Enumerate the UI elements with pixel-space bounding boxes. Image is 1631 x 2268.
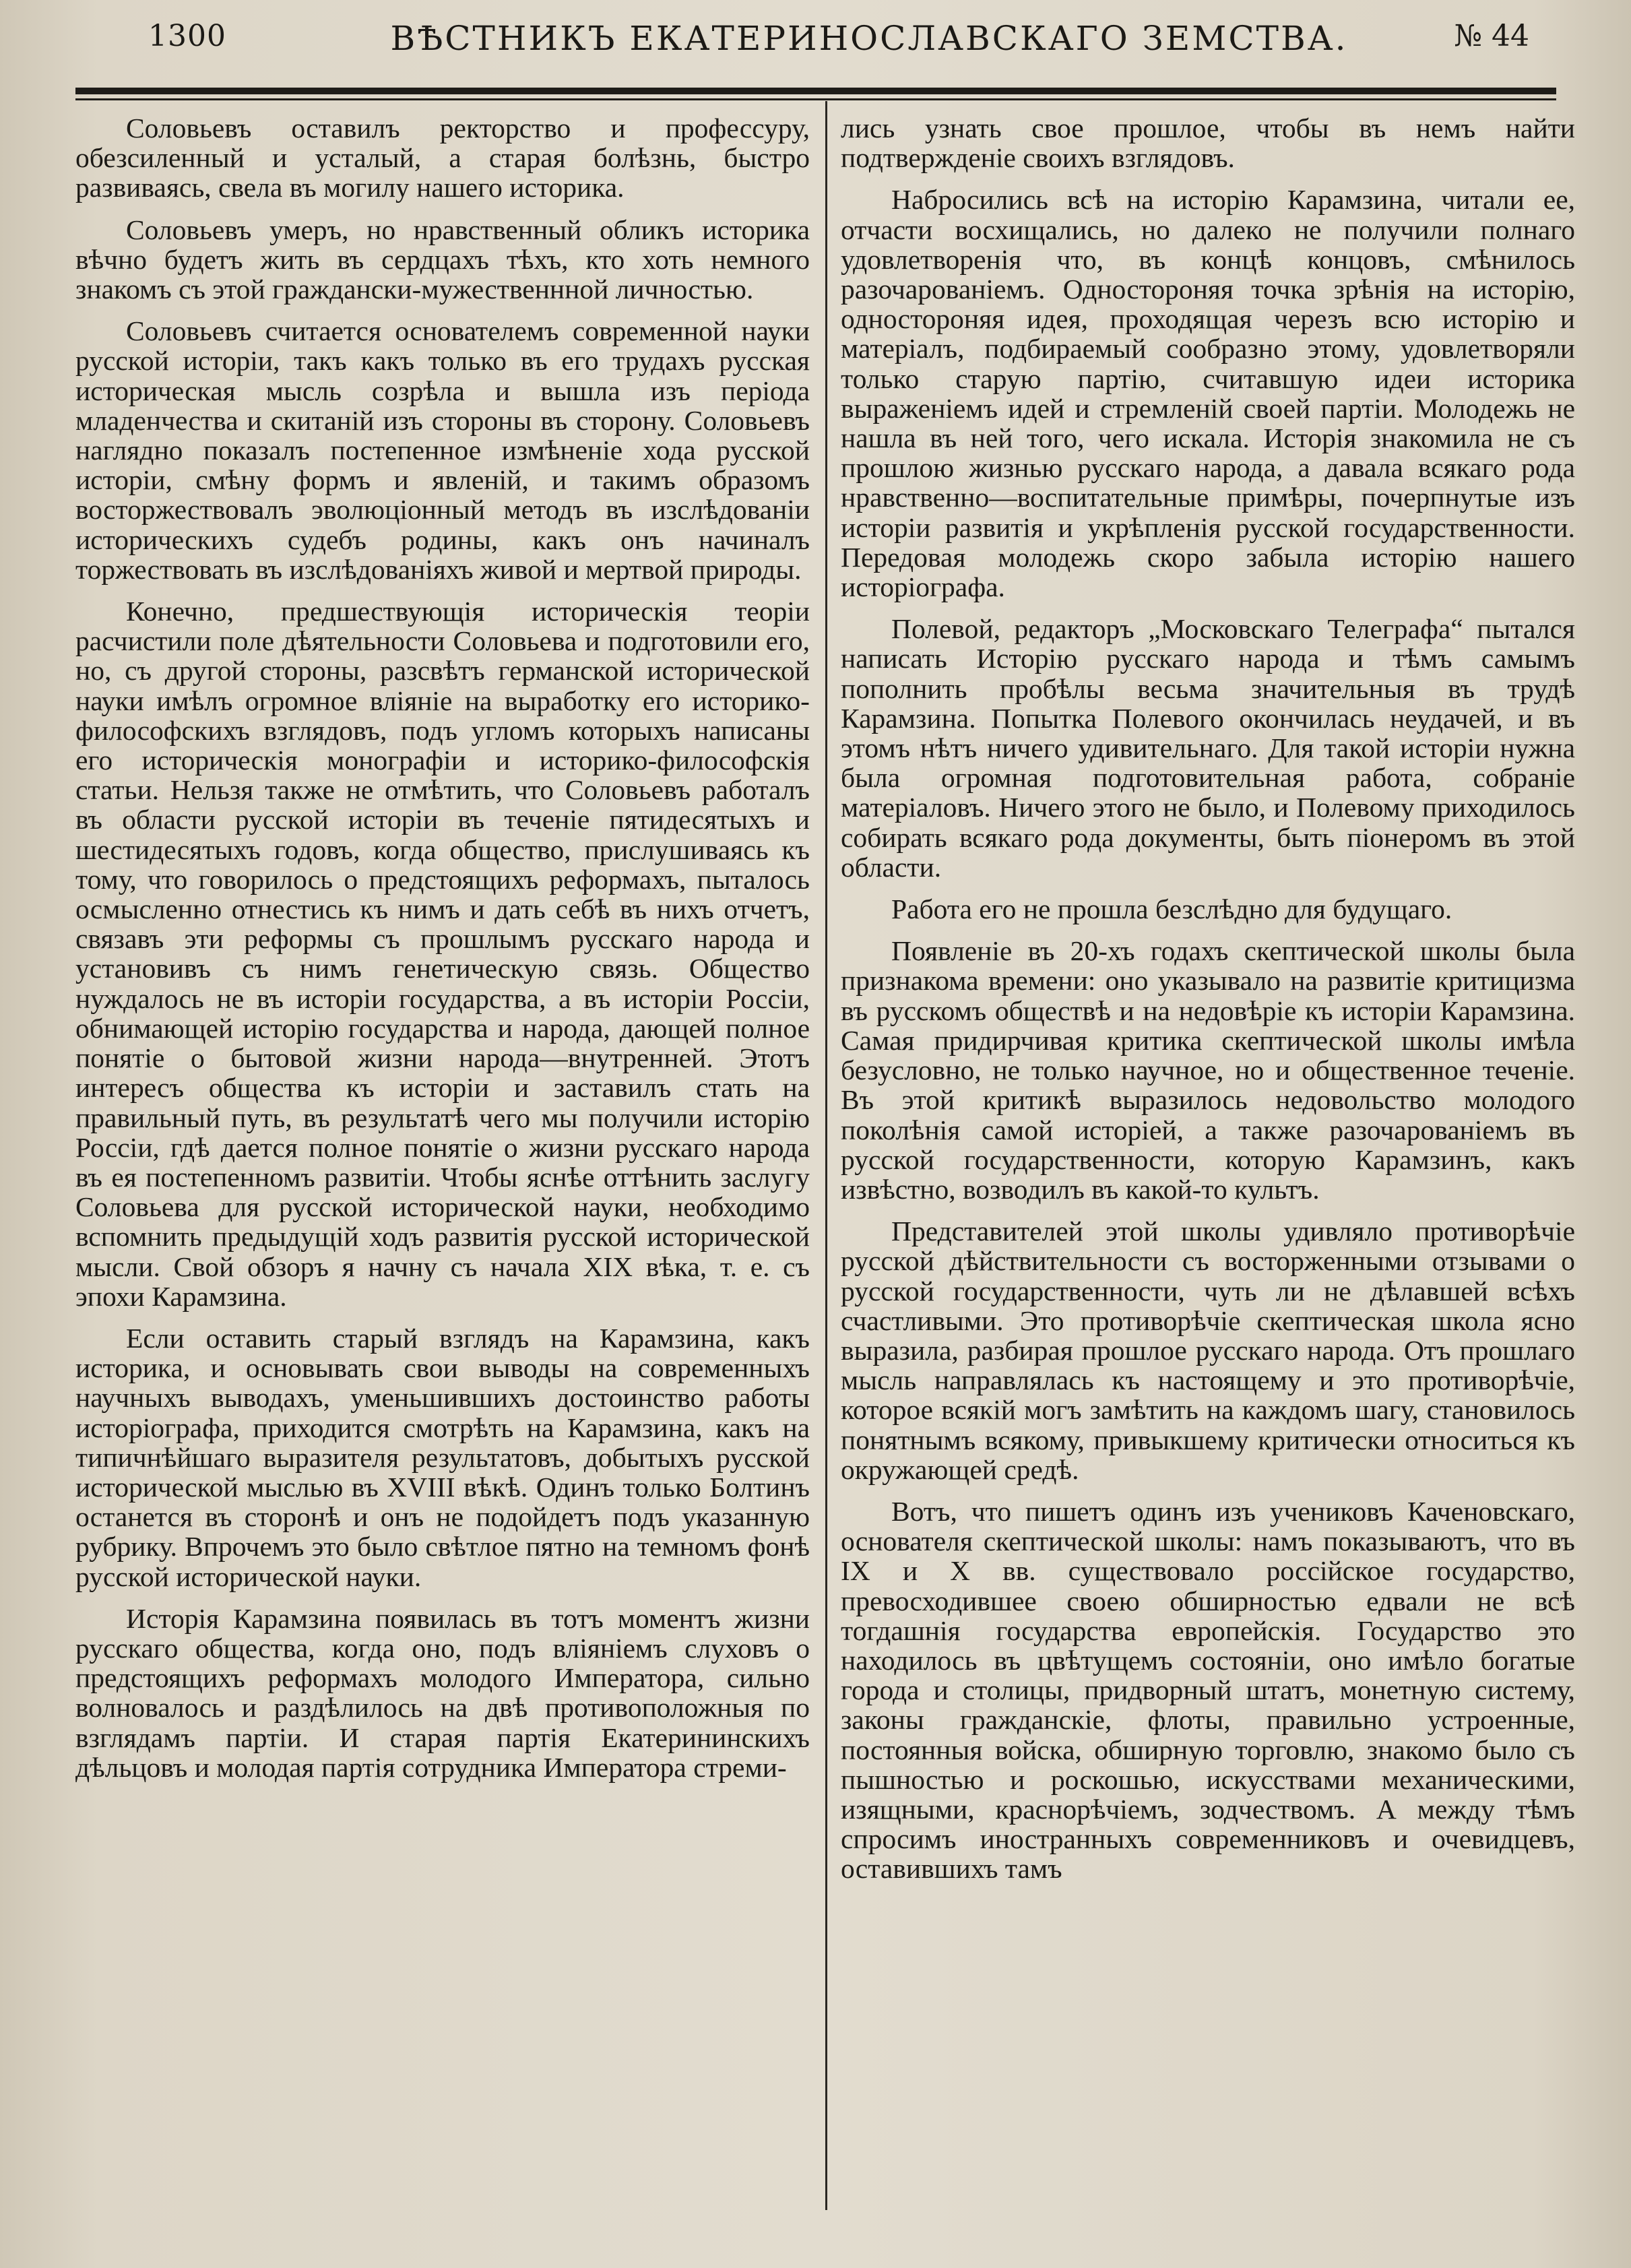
issue-number: № 44 — [1454, 19, 1529, 53]
paragraph: Соловьевъ считается основателемъ современной науки русской исторіи, такъ какъ только въ его трудахъ русская историческая мысль созрѣла и вышла изъ періода младенчества и скитаній изъ стороны въ сторону. Соловьевъ наглядно показалъ постепенное измѣненіе хода русской исторіи, смѣну формъ и явленій, и такимъ образомъ восторжествовалъ эволюціонный методъ въ изслѣдованіи историческихъ судебъ родины, какъ онъ начиналъ торжествовать въ изслѣдованіяхъ живой и мертвой природы. — [75, 315, 810, 585]
paragraph: Полевой, редакторъ „Московскаго Телеграфа“ пытался написать Исторію русскаго народа и тѣмъ самымъ пополнить пробѣлы весьма значительныя въ трудѣ Карамзина. Попытка Полевого окончилась неудачей, и въ этомъ нѣтъ ничего удивительнаго. Для такой исторіи нужна была огромная подготовительная работа, собраніе матеріаловъ. Ничего этого не было, и Полевому приходилось собирать всякаго рода документы, быть піонеромъ въ этой области. — [841, 613, 1575, 883]
right-column — [841, 113, 1575, 1896]
journal-title: ВѢСТНИКЪ ЕКАТЕРИНОСЛАВСКАГО ЗЕМСТВА. — [390, 19, 1348, 58]
paragraph-continued: лись узнать свое прошлое, чтобы въ немъ найти подтвержденіе своихъ взглядовъ. — [841, 113, 1575, 174]
page-header — [74, 19, 1529, 80]
left-column — [75, 113, 810, 1794]
paragraph: Соловьевъ умеръ, но нравственный обликъ историка вѣчно будетъ жить въ сердцахъ тѣхъ, кто хоть немного знакомъ съ этой граждански-мужественнной личностью. — [75, 214, 810, 305]
column-divider — [825, 101, 827, 2210]
header-rule-thin — [75, 98, 1556, 100]
paragraph: Появленіе въ 20-хъ годахъ скептической школы была признакома времени: оно указывало на развитіе критицизма въ русскомъ обществѣ и на недовѣріе къ исторіи Карамзина. Самая придирчивая критика скептической школы имѣла безусловно, не только научное, но и общественное теченіе. Въ этой критикѣ выразилось недовольство молодого поколѣнія самой исторіей, а также разочарованіемъ въ русской государственности, которую Карамзинъ, какъ извѣстно, возводилъ въ какой-то культъ. — [841, 935, 1575, 1205]
paragraph: Набросились всѣ на исторію Карамзина, читали ее, отчасти восхищались, но далеко не получили полнаго удовлетворенія что, въ концѣ концовъ, смѣнилось разочарованіемъ. Одностороняя точка зрѣнія на исторію, одностороняя идея, проходящая черезъ всю исторію и матеріалъ, подбираемый сообразно этому, удовлетворяли только старую партію, считавшую идеи историка выраженіемъ идей и стремленій своей партіи. Молодежь не нашла въ ней того, чего искала. Исторія знакомила не съ прошлою жизнью русскаго народа, а давала всякаго рода нравственно—воспитательные примѣры, почерпнутые изъ исторіи развитія и укрѣпленія русской государственности. Передовая молодежь скоро забыла исторію нашего исторіографа. — [841, 184, 1575, 603]
paragraph: Представителей этой школы удивляло противорѣчіе русской дѣйствительности съ восторженными отзывами о русской государственности, чуть ли не дѣлавшей всѣхъ счастливыми. Это противорѣчіе скептическая школа ясно выразила, разбирая прошлое русскаго народа. Отъ прошлаго мысль направлялась къ настоящему и это противорѣчіе, которое всякій могъ замѣтить на каждомъ шагу, становилось понятнымъ всякому, привыкшему критически относиться къ окружающей средѣ. — [841, 1216, 1575, 1485]
paragraph: Соловьевъ оставилъ ректорство и профессуру, обезсиленный и усталый, а старая болѣзнь, быстро развиваясь, свела въ могилу нашего историка. — [75, 113, 810, 203]
page-number: 1300 — [148, 19, 226, 53]
paragraph: Работа его не прошла безслѣдно для будущаго. — [891, 893, 1452, 925]
header-rule-thick — [75, 88, 1556, 94]
paragraph: Конечно, предшествующія историческія теоріи расчистили поле дѣятельности Соловьева и подготовили его, но, съ другой стороны, разсвѣтъ германской исторической науки имѣлъ огромное вліяніе на выработку его историко-философскихъ взглядовъ, подъ угломъ которыхъ написаны его историческія монографіи и историко-философскія статьи. Нельзя также не отмѣтить, что Соловьевъ работалъ въ области русской исторіи въ теченіе пятидесятыхъ и шестидесятыхъ годовъ, когда общество, прислушиваясь къ тому, что говорилось о предстоящихъ реформахъ, пыталось осмысленно отнестись къ нимъ и дать себѣ въ нихъ отчетъ, связавъ эти реформы съ прошлымъ русскаго народа и установивъ съ нимъ генетическую связь. Общество нуждалось не въ исторіи государства, а въ исторіи Россіи, обнимающей исторію государства и народа, дающей полное понятіе о бытовой жизни народа—внутренней. Этотъ интересъ общества къ исторіи и заставилъ стать на правильный путь, въ результатѣ чего мы получили исторію Россіи, гдѣ дается полное понятіе о жизни русскаго народа въ ея постепенномъ развитіи. Чтобы яснѣе оттѣнить заслугу Соловьева для русской исторической науки, необходимо вспомнить предыдущій ходъ развитія русской исторической мысли. Свой обзоръ я начну съ начала XIX вѣка, т. е. съ эпохи Карамзина. — [75, 596, 810, 1312]
paragraph: Если оставить старый взглядъ на Карамзина, какъ историка, и основывать свои выводы на современныхъ научныхъ выводахъ, уменьшившихъ достоинство работы исторіографа, приходится смотрѣть на Карамзина, какъ на типичнѣйшаго выразителя результатовъ, добытыхъ русской исторической мыслью въ XVIII вѣкѣ. Одинъ только Болтинъ останется въ сторонѣ и онъ не подойдетъ подъ указанную рубрику. Впрочемъ это было свѣтлое пятно на темномъ фонѣ русской исторической науки. — [75, 1322, 810, 1592]
paragraph: Вотъ, что пишетъ одинъ изъ учениковъ Каченовскаго, основателя скептической школы: намъ показываютъ, что въ IX и X вв. существовало россійское государство, превосходившее своею обширностью едвали не всѣ тогдашнія государства европейскія. Государство это находилось въ цвѣтущемъ состояніи, оно имѣло богатые города и столицы, придворный штатъ, монетную систему, законы гражданскіе, флоты, правильно устроенные, постоянныя войска, обширную торговлю, знакомо было съ пышностью и роскошью, искусствами механическими, изящными, краснорѣчіемъ, зодчествомъ. А между тѣмъ спросимъ иностранныхъ современниковъ и очевидцевъ, оставившихъ тамъ — [841, 1495, 1575, 1885]
paragraph: Исторія Карамзина появилась въ тотъ моментъ жизни русскаго общества, когда оно, подъ вліяніемъ слуховъ о предстоящихъ реформахъ молодого Императора, сильно волновалось и раздѣлилось на двѣ противоположныя по взглядамъ партіи. И старая партія Екатерининскихъ дѣльцовъ и молодая партія сотрудника Императора стреми- — [75, 1602, 810, 1783]
